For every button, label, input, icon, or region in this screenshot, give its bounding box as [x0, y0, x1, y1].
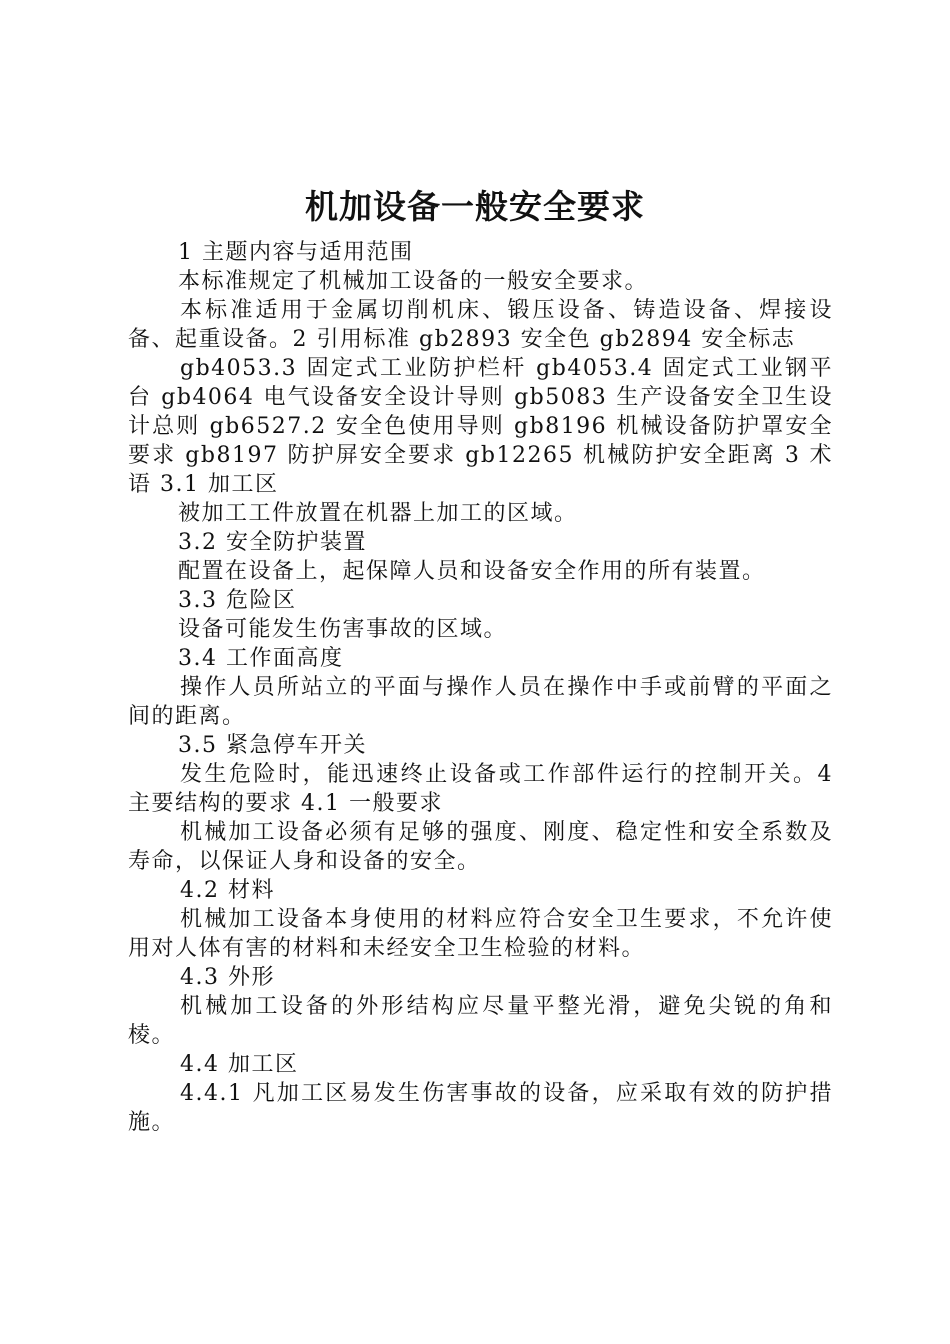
paragraph: 配置在设备上，起保障人员和设备安全作用的所有装置。	[178, 559, 766, 584]
paragraph: 被加工工件放置在机器上加工的区域。	[178, 501, 578, 526]
section-heading: 1 主题内容与适用范围	[178, 240, 414, 265]
paragraph: 机械加工设备必须有足够的强度、刚度、稳定性和安全系数及寿命，以保证人身和设备的安全。	[128, 820, 833, 874]
section-heading: 3.2 安全防护装置	[178, 530, 367, 555]
paragraph: 本标准规定了机械加工设备的一般安全要求。	[178, 269, 649, 294]
paragraph: 4.4.1 凡加工区易发生伤害事故的设备，应采取有效的防护措施。	[128, 1081, 833, 1135]
paragraph: 机械加工设备的外形结构应尽量平整光滑，避免尖锐的角和棱。	[128, 994, 833, 1048]
section-heading: 3.3 危险区	[178, 588, 297, 613]
section-heading: 3.4 工作面高度	[178, 646, 344, 671]
paragraph: 本标准适用于金属切削机床、锻压设备、铸造设备、焊接设备、起重设备。2 引用标准 gb2893 安全色 gb2894 安全标志	[128, 298, 833, 352]
section-heading: 4.3 外形	[180, 965, 275, 990]
document-body	[128, 238, 833, 1137]
document-title: 机加设备一般安全要求	[305, 187, 645, 226]
paragraph: 发生危险时，能迅速终止设备或工作部件运行的控制开关。4 主要结构的要求 4.1 一般要求	[128, 762, 833, 816]
section-heading: 4.2 材料	[180, 878, 275, 903]
paragraph: gb4053.3 固定式工业防护栏杆 gb4053.4 固定式工业钢平台 gb4064 电气设备安全设计导则 gb5083 生产设备安全卫生设计总则 gb6527.2 安全色使用导则 gb8196 机械设备防护罩安全要求 gb8197 防护屏安全要求 gb12265 机械防护安全距离 3 术语 3.1 加工区	[128, 356, 833, 497]
paragraph: 操作人员所站立的平面与操作人员在操作中手或前臂的平面之间的距离。	[128, 675, 833, 729]
paragraph: 设备可能发生伤害事故的区域。	[178, 617, 508, 642]
section-heading: 3.5 紧急停车开关	[178, 733, 367, 758]
section-heading: 4.4 加工区	[180, 1052, 299, 1077]
paragraph: 机械加工设备本身使用的材料应符合安全卫生要求，不允许使用对人体有害的材料和未经安全卫生检验的材料。	[128, 907, 833, 961]
